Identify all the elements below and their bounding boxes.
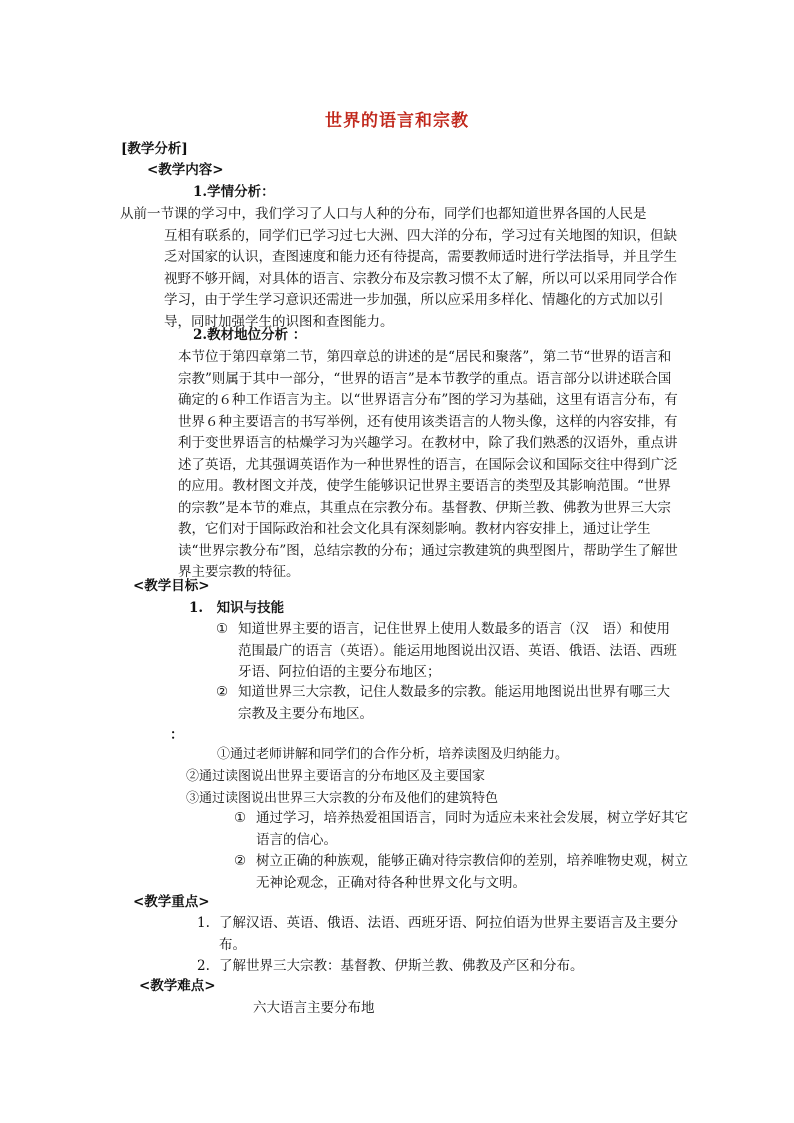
key-point-1 [197,913,681,956]
attitude-item-2 [234,851,700,894]
attitude-item-1 [234,808,700,851]
page-title: 世界的语言和宗教 [325,111,469,131]
learner-analysis-paragraph [120,204,680,333]
knowledge-item-2 [216,682,680,725]
item-text: 通过学习，培养热爱祖国语言，同时为适应未来社会发展，树立学好其它语言的信心。 [256,810,688,848]
item-number: ② [216,684,229,700]
analysis-header: [教学分析] [121,141,188,157]
learner-analysis-body: 互相有联系的，同学们已学习过七大洲、四大洋的分布，学习过有关地图的知识，但缺乏对国家的认识，查图速度和能力还有待提高，需要教师适时进行学法指导，并且学生视野不够开阔，对具体的语言、宗教分布及宗教习惯不太了解，所以可以采用同学合作学习，由于学生学习意识还需进一步加强，所以应采用多样化、情趣化的方式加以引导，同时加强学生的识图和查图能力。 [164,227,677,330]
difficulty-header: <教学难点> [139,978,216,994]
process-item-1: ①通过老师讲解和同学们的合作分析，培养读图及归纳能力。 [217,747,569,762]
item-number: ① [216,621,229,637]
item-number: ② [234,853,247,869]
content-header: <教学内容> [147,162,224,178]
knowledge-item-1 [216,619,680,684]
difficulty-text: 六大语言主要分布地 [253,1000,375,1016]
item-text: 了解汉语、英语、俄语、法语、西班牙语、阿拉伯语为世界主要语言及主要分布。 [219,915,678,953]
item-text: 了解世界三大宗教：基督教、伊斯兰教、佛教及产区和分布。 [219,958,584,974]
process-item-2: ②通过读图说出世界主要语言的分布地区及主要国家 [186,769,486,784]
process-colon: ： [170,727,184,743]
item-number: 2. [197,958,210,974]
learner-analysis-first-line: 从前一节课的学习中，我们学习了人口与人种的分布，同学们也都知道世界各国的人民是 [120,206,647,222]
item-number: 1. [197,915,210,931]
process-item-3: ③通过读图说出世界三大宗教的分布及他们的建筑特色 [186,791,499,806]
item-number: ① [234,810,247,826]
key-point-2 [197,956,681,978]
knowledge-skills-heading: 1. 知识与技能 [189,600,285,616]
item-text: 知道世界三大宗教，记住人数最多的宗教。能运用地图说出世界有哪三大宗教及主要分布地区。 [238,684,670,722]
goals-header: <教学目标> [133,578,210,594]
textbook-analysis-heading: 2.教材地位分析 ： [193,327,307,343]
item-text: 树立正确的种族观，能够正确对待宗教信仰的差别，培养唯物史观，树立无神论观念，正确对待各种世界文化与文明。 [256,853,688,891]
textbook-analysis-body: 本节位于第四章第二节，第四章总的讲述的是“居民和聚落”，第二节“世界的语言和宗教”则属于其中一部分，“世界的语言”是本节教学的重点。语言部分以讲述联合国确定的６种工作语言为主。以“世界语言分布”图的学习为基础，这里有语言分布，有世界６种主要语言的书写举例，还有使用该类语言的人物头像，这样的内容安排，有利于变世界语言的枯燥学习为兴趣学习。在教材中，除了我们熟悉的汉语外，重点讲述了英语，尤其强调英语作为一种世界性的语言，在国际会议和国际交往中得到广泛的应用。教材图文并茂，使学生能够识记世界主要语言的类型及其影响范围。“世界的宗教”是本节的难点，其重点在宗教分布。基督教、伊斯兰教、佛教为世界三大宗教，它们对于国际政治和社会文化具有深刻影响。教材内容安排上，通过让学生读“世界宗教分布”图，总结宗教的分布；通过宗教建筑的典型图片，帮助学生了解世界主要宗教的特征。 [178,349,678,580]
key-points-header: <教学重点> [133,894,210,910]
item-text: 知道世界主要的语言，记住世界上使用人数最多的语言（汉 语）和使用范围最广的语言（英语）。能运用地图说出汉语、英语、俄语、法语、西班牙语、阿拉伯语的主要分布地区； [238,621,677,680]
learner-analysis-heading: 1.学情分析： [193,184,275,200]
